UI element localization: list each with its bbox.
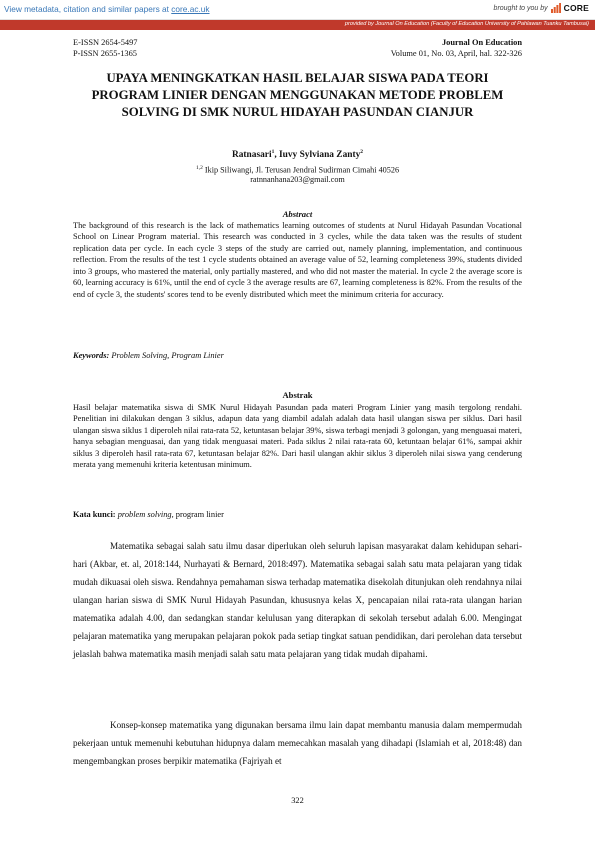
abstract-en-text: The background of this research is the lack of mathematics learning outcomes of students at Nurul Hidayah Pasundan Vocational School on Linear Program material. This research was conducted in 3 cycles, while the data taken was the results of student replication data per cycle. In each cycle 3 steps of the study are carried out, namely planning, implementation, and continuous reflection. From the results of the test 1 cycle students obtained an average value of 52, learning completeness 39%, students divided into 3 groups, who mastered the material, only partially mastered, and who did not master the material. In cycle 2 the average score is 60, learning accuracy is 61%, until the end of cycle 3 the average results are 67, learning completeness is 82%. From the results of the end of cycle 3, the students' scores tend to be evenly distributed which meet the minimum criteria for accuracy.	[73, 221, 522, 299]
abstract-id-text: Hasil belajar matematika siswa di SMK Nurul Hidayah Pasundan pada materi Program Linier yang masih tergolong rendahi. Penelitian ini dilakukan dengan 3 siklus, adapun data yang diambil adalah adalah data hasil ulangan siswa per siklus. Dari hasil ulangan siswa siklus 1 diperoleh nilai rata-rata 52, ketuntasan belajar 39%, siswa terbagi menjadi 3 golongan, yang menguasai materi, hanya sebagian menguasai, dan yang tidak menguasai materi. Pada siklus 2 nilai rata-rata 60, ketuntaan belajar 61%, sampai akhir siklus 3 diperoleh hasil rata-rata 67, ketuntasan belajar 82%. Dari hasil ulangan akhir siklus 3 diperoleh nilai siswa yang cenderung merata yang memenuhi kriteria ketentusan minimum.	[73, 403, 522, 470]
provided-by-strip	[0, 20, 595, 30]
author-1-sup: 1	[271, 149, 275, 155]
keywords-id	[73, 510, 224, 519]
author-2-sup: 2	[360, 149, 364, 155]
title-line-1: UPAYA MENINGKATKAN HASIL BELAJAR SISWA PADA TEORI	[106, 71, 489, 85]
pissn: P-ISSN 2655-1365	[73, 48, 137, 58]
author-separator: ,	[274, 150, 279, 161]
core-link-text: View metadata, citation and similar papers at	[4, 4, 172, 14]
core-brand-name: CORE	[563, 3, 589, 13]
provided-by-text[interactable]: provided by Journal On Education (Faculty of Education University of Pahlawan Tuanku Tambusai)	[344, 21, 589, 27]
affiliation-sup: 1,2	[195, 165, 203, 171]
issn-block	[73, 38, 137, 59]
keywords-id-rest: , program linier	[171, 510, 224, 519]
core-brand[interactable]	[494, 3, 589, 13]
paper-title	[73, 70, 522, 121]
author-list	[73, 149, 522, 160]
abstract-id-heading: Abstrak	[282, 390, 313, 400]
keywords-id-label: Kata kunci:	[73, 510, 116, 519]
affiliation-text: Ikip Siliwangi, Jl. Terusan Jendral Sudirman Cimahi 40526	[202, 165, 400, 175]
journal-name: Journal On Education	[441, 38, 522, 47]
title-line-2: PROGRAM LINIER DENGAN MENGGUNAKAN METODE PROBLEM	[91, 88, 504, 102]
page-number: 322	[291, 796, 304, 805]
title-line-3: SOLVING DI SMK NURUL HIDAYAH PASUNDAN CIANJUR	[121, 105, 474, 119]
brought-to-you-text: brought to you by	[493, 4, 548, 12]
author-email: ratnnanhana203@gmail.com	[250, 175, 345, 184]
abstract-en-heading: Abstract	[282, 209, 313, 219]
body-paragraph-1: Matematika sebagai salah satu ilmu dasar diperlukan oleh seluruh lapisan masyarakat dalam kehidupan sehari-hari (Akbar, et. al, 2018:144, Nurhayati & Bernard, 2018:497). Matematika sebagai salah satu mata pelajaran yang tidak mudah dikuasai oleh siswa. Rendahnya pemahaman siswa terhadap matematika disekolah ditunjukan oleh rendahnya nilai ulangan harian siswa di SMK Nurul Hidayah Pasundan, khususnya kelas X, pencapaian nilai rata-rata ulangan harian matematika adalah 4.00, dan sedangkan standar kelulusan yang diterapkan di sekolah tersebut adalah 6.00. Mengingat pelajaran matematika yang merupakan pelajaran pokok pada setiap tingkat satuan pendidikan, dari perolehan data tersebut jelaslah bahwa matematika masih menjadi salah satu mata pelajaran yang tidak mudah dipahami.	[73, 541, 522, 659]
core-banner	[0, 0, 595, 20]
core-logo-icon	[551, 3, 561, 13]
journal-info	[391, 38, 522, 59]
journal-volume: Volume 01, No. 03, April, hal. 322-326	[390, 48, 522, 58]
author-2: Iuvy Sylviana Zanty	[279, 150, 361, 161]
author-1: Ratnasari	[231, 150, 272, 161]
core-site-link[interactable]: core.ac.uk	[171, 4, 210, 14]
keywords-en-values: Problem Solving, Program Linier	[109, 351, 224, 360]
body-paragraph-2: Konsep-konsep matematika yang digunakan bersama ilmu lain dapat membantu manusia dalam mempermudah pekerjaan untuk memenuhi kebutuhan hidupnya dalam memecahkan masalah yang dihadapi (Islamiah et al, 2018:48) dan mengembangkan proses berpikir matematika (Fajriyah et	[73, 720, 522, 766]
eissn: E-ISSN 2654-5497	[73, 38, 138, 47]
keywords-en	[73, 351, 224, 360]
keywords-id-italic: problem solving	[115, 510, 172, 519]
core-metadata-link[interactable]	[4, 4, 210, 14]
keywords-en-label: Keywords:	[73, 351, 110, 360]
